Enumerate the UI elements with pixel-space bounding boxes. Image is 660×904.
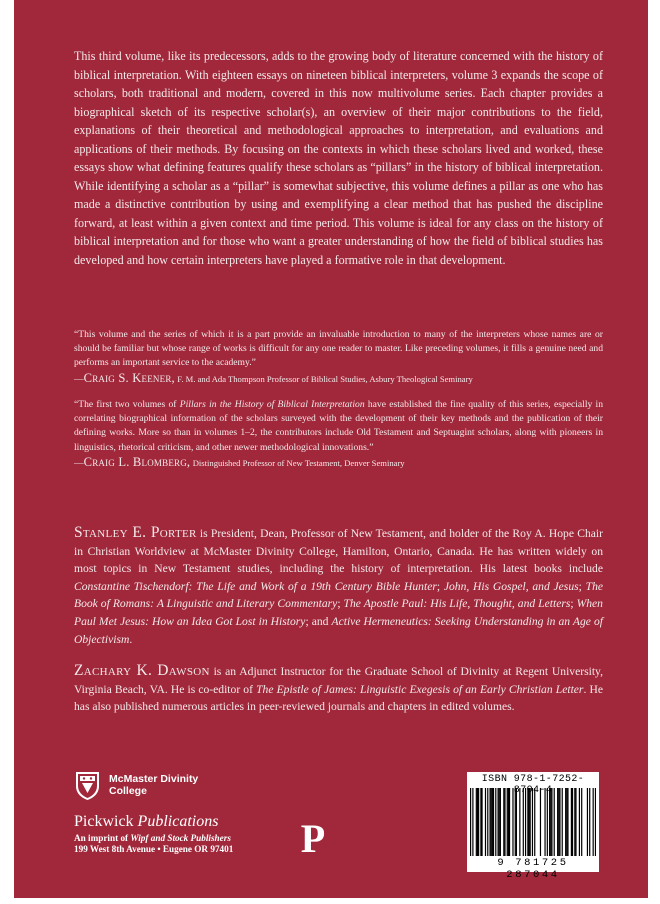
barcode-bar bbox=[525, 788, 526, 856]
bio-text: is President, Dean, Professor of New Testament, and holder of the Roy A. Hope Chair in Christian Worldview at McMaster Divinity College, Hamilton, Ontario, Canada. He has written widely on most topics in New Testament studies, including the history of interpretation. His latest books include bbox=[74, 527, 603, 576]
book-title: Constantine Tischendorf: The Life and Work of a 19th Century Bible Hunter bbox=[74, 579, 437, 593]
barcode-bar bbox=[519, 788, 520, 856]
barcode-bar bbox=[579, 788, 580, 856]
series-title: Pillars in the History of Biblical Interpretation bbox=[179, 399, 365, 410]
pickwick-p-logo bbox=[299, 816, 327, 862]
publisher-address: 199 West 8th Avenue • Eugene OR 97401 bbox=[74, 844, 234, 854]
bio-end: . He has also published numerous articles in peer-reviewed journals and chapters in edited volumes. bbox=[74, 682, 603, 714]
pickwick-publications bbox=[74, 813, 218, 831]
barcode-bar bbox=[489, 788, 490, 856]
barcode-bars bbox=[470, 788, 596, 856]
publications-word: Publications bbox=[137, 813, 219, 830]
barcode-bar bbox=[481, 788, 482, 856]
barcode-bar bbox=[487, 788, 488, 856]
barcode-bar bbox=[499, 788, 500, 856]
separator: ; and bbox=[305, 614, 332, 628]
book-title: The Epistle of James: Linguistic Exegesis of an Early Christian Letter bbox=[256, 682, 584, 696]
barcode-bar bbox=[497, 788, 498, 856]
book-title: The Apostle Paul: His Life, Thought, and Letters bbox=[343, 597, 571, 611]
isbn-barcode bbox=[467, 772, 599, 881]
barcode-bar bbox=[516, 788, 517, 856]
barcode-bar bbox=[477, 788, 478, 856]
author-name: Stanley E. Porter bbox=[74, 524, 197, 541]
barcode-bar bbox=[515, 788, 516, 856]
barcode-bar bbox=[495, 788, 496, 856]
endorsement-attribution bbox=[74, 370, 473, 385]
barcode-bar bbox=[528, 788, 529, 856]
separator: ; bbox=[436, 579, 444, 593]
em-dash: — bbox=[74, 373, 84, 385]
bio-end: . bbox=[129, 632, 133, 646]
barcode-bar bbox=[485, 788, 486, 856]
book-title: The Book of Romans: A Linguistic and Literary Commentary bbox=[74, 579, 604, 611]
barcode-bar bbox=[589, 788, 590, 856]
book-title: John, His Gospel, and Jesus bbox=[443, 579, 579, 593]
barcode-bar bbox=[565, 788, 566, 856]
barcode-bar bbox=[593, 788, 594, 856]
barcode-bar bbox=[534, 788, 535, 856]
separator: ; bbox=[570, 597, 577, 611]
bio-dawson bbox=[74, 662, 603, 716]
barcode-bar bbox=[551, 788, 552, 856]
barcode-bar bbox=[575, 788, 576, 856]
book-description: This third volume, like its predecessors, adds to the growing body of literature concerned with the history of biblical interpretation. With eighteen essays on nineteen biblical interpreters, volume 3 expands the scope of scholars, both traditional and modern, covered in this now multivolume series. Each chapter provides a biographical sketch of its respective scholar(s), an overview of their major contributions to the field, explanations of their theoretical and methodological approaches to interpretation, and evaluations and applications of their methods. By focusing on the contexts in which these scholars lived and worked, these essays show what defining features qualify these scholars as “pillars” in the history of biblical interpretation. While identifying a scholar as a “pillar” is somewhat subjective, this volume defines a pillar as one who has made a distinctive contribution by using and exemplifying a clear method that has pushed the discipline forward, at least within a given context and time period. This volume is ideal for any class on the history of biblical interpretation and for those who want a greater understanding of how the field of biblical studies has developed and how certain interpreters have played a formative role in that development. bbox=[74, 49, 603, 268]
barcode-bar bbox=[567, 788, 568, 856]
barcode-bar bbox=[470, 788, 471, 856]
endorser-name: Craig L. Blomberg, bbox=[83, 454, 191, 469]
barcode-bar bbox=[476, 788, 477, 856]
barcode-bar bbox=[547, 788, 548, 856]
isbn-number: ISBN 978-1-7252- 704-4 bbox=[481, 774, 585, 796]
barcode-bar bbox=[549, 788, 550, 856]
book-title: When Paul Met Jesus: How an Idea Got Lost in History bbox=[74, 597, 603, 628]
book-title: Active Hermeneutics: Seeking Understanding in an Age of Objectivism bbox=[74, 614, 603, 646]
separator: ; bbox=[578, 579, 586, 593]
barcode-bar bbox=[571, 788, 572, 856]
barcode-bar bbox=[493, 788, 494, 856]
endorsement-text-start: “The first two volumes of bbox=[74, 399, 180, 410]
barcode-bar bbox=[557, 788, 558, 856]
imprint-info bbox=[74, 833, 233, 855]
em-dash: — bbox=[74, 457, 84, 469]
barcode-bar bbox=[478, 788, 479, 856]
barcode-bar bbox=[574, 788, 575, 856]
bio-porter bbox=[74, 524, 603, 648]
imprint-prefix: An imprint of bbox=[74, 833, 131, 843]
barcode-bar bbox=[504, 788, 505, 856]
barcode-bar bbox=[527, 788, 528, 856]
endorser-name: Craig S. Keener, bbox=[83, 370, 175, 385]
barcode-bar bbox=[512, 788, 513, 856]
barcode-bar bbox=[508, 788, 509, 856]
endorsement-keener bbox=[74, 328, 603, 387]
barcode-bar bbox=[544, 788, 545, 856]
barcode-bar bbox=[587, 788, 588, 856]
barcode-bar bbox=[562, 788, 563, 856]
barcode-digits: 9 781725 287044 bbox=[497, 857, 569, 881]
endorsement-text-end: have established the fine quality of this series, especially in correlating biographical information of the scholars surveyed with the development of their key methods and the publication of their defining works. More so than in volumes 1–2, the contributors include Old Testament and Septuagint scholars, along with pioneers in linguistics, rhetorical criticism, and other newer methodological innovations.” bbox=[74, 399, 604, 453]
barcode-bar bbox=[500, 788, 501, 856]
barcode-bar bbox=[509, 788, 510, 856]
barcode-bar bbox=[550, 788, 551, 856]
barcode-bar bbox=[492, 788, 493, 856]
barcode-bar bbox=[491, 788, 492, 856]
pickwick-word: Pickwick bbox=[74, 813, 138, 830]
barcode-bar bbox=[595, 788, 596, 856]
barcode-bar bbox=[532, 788, 533, 856]
crest-icon bbox=[74, 771, 101, 801]
barcode-bar bbox=[558, 788, 559, 856]
barcode-bar bbox=[472, 788, 473, 856]
barcode-bar bbox=[503, 788, 504, 856]
endorsement-text: “This volume and the series of which it is a part provide an invaluable introduction to many of the interpreters whose names are or should be familiar but whose range of works is difficult for any one reader to master. Like preceding volumes, it fills a genuine need and performs an important service to the academy.” bbox=[74, 329, 603, 369]
barcode-bar bbox=[523, 788, 524, 856]
endorser-title: Distinguished Professor of New Testament, Denver Seminary bbox=[192, 457, 405, 468]
mcmaster-logo bbox=[74, 771, 274, 807]
back-cover bbox=[14, 0, 648, 898]
endorsement-attribution bbox=[74, 454, 405, 469]
mcmaster-name: McMaster Divinity College bbox=[109, 773, 199, 797]
bio-text: is an Adjunct Instructor for the Graduate School of Divinity at Regent University, Virginia Beach, VA. He is co-editor of bbox=[74, 665, 603, 696]
imprint-publisher: Wipf and Stock Publishers bbox=[130, 833, 231, 843]
barcode-bar bbox=[559, 788, 560, 856]
barcode-bar bbox=[507, 788, 508, 856]
barcode-bar bbox=[540, 788, 541, 856]
p-logo-letter: P bbox=[300, 816, 326, 861]
barcode-bar bbox=[480, 788, 481, 856]
barcode-bar bbox=[581, 788, 582, 856]
barcode-bar bbox=[554, 788, 555, 856]
endorsement-blomberg bbox=[74, 398, 603, 471]
barcode-bar bbox=[572, 788, 573, 856]
barcode-bar bbox=[530, 788, 531, 856]
endorser-title: F. M. and Ada Thompson Professor of Biblical Studies, Asbury Theological Seminary bbox=[177, 373, 473, 384]
author-name: Zachary K. Dawson bbox=[74, 662, 210, 679]
barcode-bar bbox=[566, 788, 567, 856]
separator: ; bbox=[337, 597, 344, 611]
